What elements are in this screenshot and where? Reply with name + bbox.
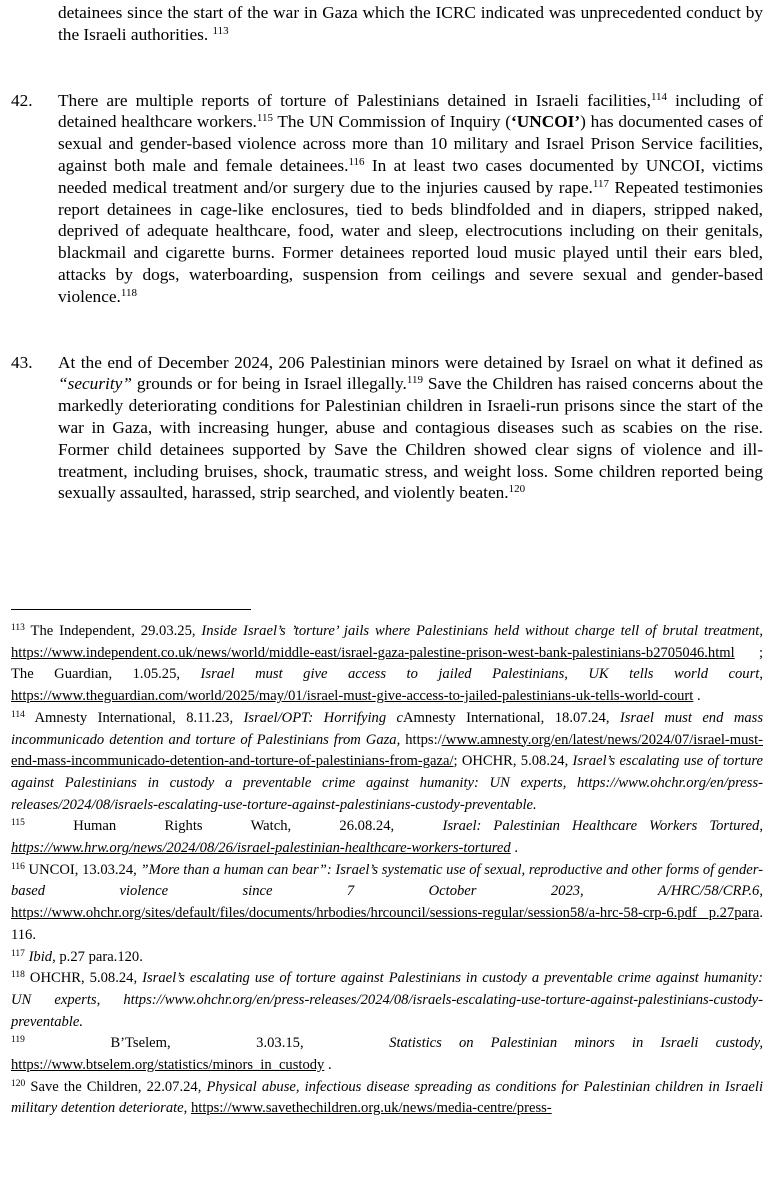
footnote-120: [11, 1077, 763, 1120]
footnote-ref-117[interactable]: 117: [592, 177, 609, 190]
footnote-title: Israel’s escalating use of torture against Palestinians in custody a preventable crime against humanity: UN experts, https://www.ohchr.org/en/press-releases/2024/08/israels-escalating-use-torture-against-palestinians-custody-preventable.: [11, 753, 763, 813]
paragraph-number: 42.: [11, 90, 33, 110]
footnote-ref-120[interactable]: 120: [508, 483, 526, 496]
footnote-116: [11, 860, 763, 947]
paragraph-43: [11, 352, 763, 505]
footnote-text: .: [510, 840, 518, 857]
footnote-118: [11, 968, 763, 1033]
footnote-ref-113[interactable]: 113: [212, 24, 229, 37]
footnote-text: Amnesty International, 8.11.23,: [24, 709, 244, 726]
footnote-link[interactable]: /www.amnesty.org/en/latest/news/2024/07/israel-must-end-mass-incommunicado-detention-and-torture-of-palestinians-from-gaza/: [11, 731, 763, 770]
paragraph-text: Save the Children has raised concerns about the markedly deteriorating conditions for Palestinian children in Israeli-run prisons since the start of the war in Gaza, with increasing hunger, abuse and contagious diseases such as scabies on the rise. Former child detainees supported by Save the Children showed clear signs of violence and ill-treatment, including bruises, shock, traumatic stress, and weight loss. Some children reported being sexually assaulted, harassed, strip searched, and violently beaten.: [58, 374, 763, 503]
footnote-text: ; The Guardian, 1.05.25,: [11, 644, 763, 683]
footnote-ref-116[interactable]: 116: [348, 155, 365, 168]
footnote-title: Israel must end mass incommunicado detention and torture of Palestinians from Gaza,: [11, 709, 764, 748]
footnote-text: .: [324, 1057, 332, 1074]
footnote-text: Amnesty International, 18.07.24,: [403, 709, 620, 726]
footnote-link[interactable]: https://www.btselem.org/statistics/minors_in_custody: [11, 1057, 325, 1074]
footnote-ref-114[interactable]: 114: [650, 90, 668, 103]
paragraph-text: Repeated testimonies report detainees in cage-like enclosures, tied to beds blindfolded and in diapers, stripped naked, deprived of adequate healthcare, food, water and sleep, electrocutions including on their genitals, blackmail and cigarette burns. Former detainees reported loud music played until their ears bled, attacks by dogs, waterboarding, suspension from ceilings and severe sexual and gender-based violence.: [58, 177, 764, 306]
footnote-number: 114: [11, 709, 25, 720]
paragraph-text: including of detained healthcare workers.: [58, 90, 763, 132]
footnote-text: The Independent, 29.03.25,: [24, 623, 202, 639]
footnote-separator: [11, 609, 251, 610]
footnote-ref-118[interactable]: 118: [120, 286, 137, 299]
footnote-text: Save the Children, 22.07.24,: [25, 1078, 207, 1095]
footnote-number: 120: [11, 1078, 26, 1089]
footnote-text: OHCHR, 5.08.24,: [24, 970, 143, 987]
footnote-title: Israel’s escalating use of torture against Palestinians in custody a preventable crime against humanity: UN experts, https://www.ohchr.org/en/press-releases/2024/08/israels-escalating-use-torture-against-palestinians-custody-preventable.: [11, 970, 763, 1030]
footnote-ref-115[interactable]: 115: [256, 112, 273, 125]
footnote-number: 116: [11, 861, 25, 872]
paragraph-number: 43.: [11, 352, 33, 372]
footnote-text: https:/: [400, 731, 442, 748]
footnote-text: .: [693, 688, 701, 705]
footnote-ref-119[interactable]: 119: [406, 374, 423, 387]
footnote-number: 113: [11, 623, 25, 633]
paragraph-text: The UN Commission of Inquiry (: [272, 112, 512, 132]
footnote-number: 118: [11, 970, 25, 981]
paragraph-text: In at least two cases documented by UNCOI, victims needed medical treatment and/or surgery due to the injuries caused by rape.: [58, 155, 763, 197]
footnote-text: ; OHCHR, 5.08.24,: [453, 753, 573, 770]
footnote-115: [11, 816, 763, 859]
footnote-number: 115: [11, 818, 25, 829]
footnote-title: Physical abuse, infectious disease spreading as conditions for Palestinian children in Israeli military detention deteriorate: [11, 1078, 763, 1117]
footnote-title: Statistics on Palestinian minors in Israeli custody,: [389, 1035, 763, 1052]
uncoi-abbreviation: ‘UNCOI’: [511, 112, 581, 132]
footnote-text: ,: [759, 623, 763, 639]
footnote-link[interactable]: https://www.theguardian.com/world/2025/may/01/israel-must-give-access-to-jailed-palestinians-uk-tells-world-court: [11, 688, 694, 705]
footnote-link[interactable]: https://www.independent.co.uk/news/world/middle-east/israel-gaza-palestine-prison-west-bank-palestinians-b2705046.html: [11, 644, 735, 661]
footnote-text: ,: [759, 883, 763, 900]
footnote-title: Inside Israel’s ’torture’ jails where Palestinians held without charge tell of brutal treatment: [201, 623, 760, 639]
paragraph-continuation: [58, 2, 763, 46]
footnote-number: 119: [11, 1035, 25, 1046]
paragraph-text: ) has documented cases of sexual and gender-based violence across more than 10 military and Israel Prison Service facilities, against both male and female detainees.: [58, 112, 764, 175]
footnote-title: Israel/OPT: Horrifying c: [243, 709, 404, 726]
footnote-link[interactable]: https://www.hrw.org/news/2024/08/26/israel-palestinian-healthcare-workers-tortured: [11, 840, 511, 857]
footnote-title: ”More than a human can bear”: Israel’s systematic use of sexual, reproductive and other forms of gender-based violence since 7 October 2023, A/HRC/58/CRP.6: [11, 861, 763, 900]
footnote-link[interactable]: https://www.savethechildren.org.uk/news/media-centre/press-: [190, 1100, 552, 1117]
paragraph-text: At the end of December 2024, 206 Palestinian minors were detained by Israel on what it defined as: [58, 352, 763, 372]
footnote-text: , p.27 para.120.: [52, 948, 143, 965]
footnote-text: Human Rights Watch, 26.08.24,: [24, 818, 443, 835]
security-term: “security”: [58, 374, 132, 394]
footnote-title: Ibid: [28, 948, 53, 965]
footnote-117: [11, 947, 763, 969]
footnote-119: [11, 1033, 763, 1076]
footnote-text: ,: [759, 666, 763, 683]
intro-text: detainees since the start of the war in Gaza which the ICRC indicated was unprecedented conduct by the Israeli authorities.: [58, 3, 763, 44]
footnote-114: [11, 708, 763, 817]
footnote-number: 117: [11, 948, 25, 959]
footnotes: [11, 621, 763, 1120]
footnote-text: B’Tselem, 3.03.15,: [24, 1035, 390, 1052]
footnote-title: Israel: Palestinian Healthcare Workers Tortured,: [442, 818, 764, 835]
footnote-113: [11, 621, 763, 708]
paragraph-text: There are multiple reports of torture of Palestinians detained in Israeli facilities,: [58, 90, 651, 110]
footnote-title: Israel must give access to jailed Palestinians, UK tells world court: [200, 666, 760, 683]
footnote-text: ,: [183, 1100, 191, 1117]
footnote-link[interactable]: https://www.ohchr.org/sites/default/files/documents/hrbodies/hrcouncil/sessions-regular/session58/a-hrc-58-crp-6.pdf p.27para: [11, 905, 760, 922]
footnote-text: UNCOI, 13.03.24,: [24, 861, 141, 878]
paragraph-42: [11, 90, 763, 308]
body-text: [11, 2, 763, 504]
footnote-text: . 116.: [11, 905, 763, 943]
paragraph-text: grounds or for being in Israel illegally.: [131, 374, 407, 394]
